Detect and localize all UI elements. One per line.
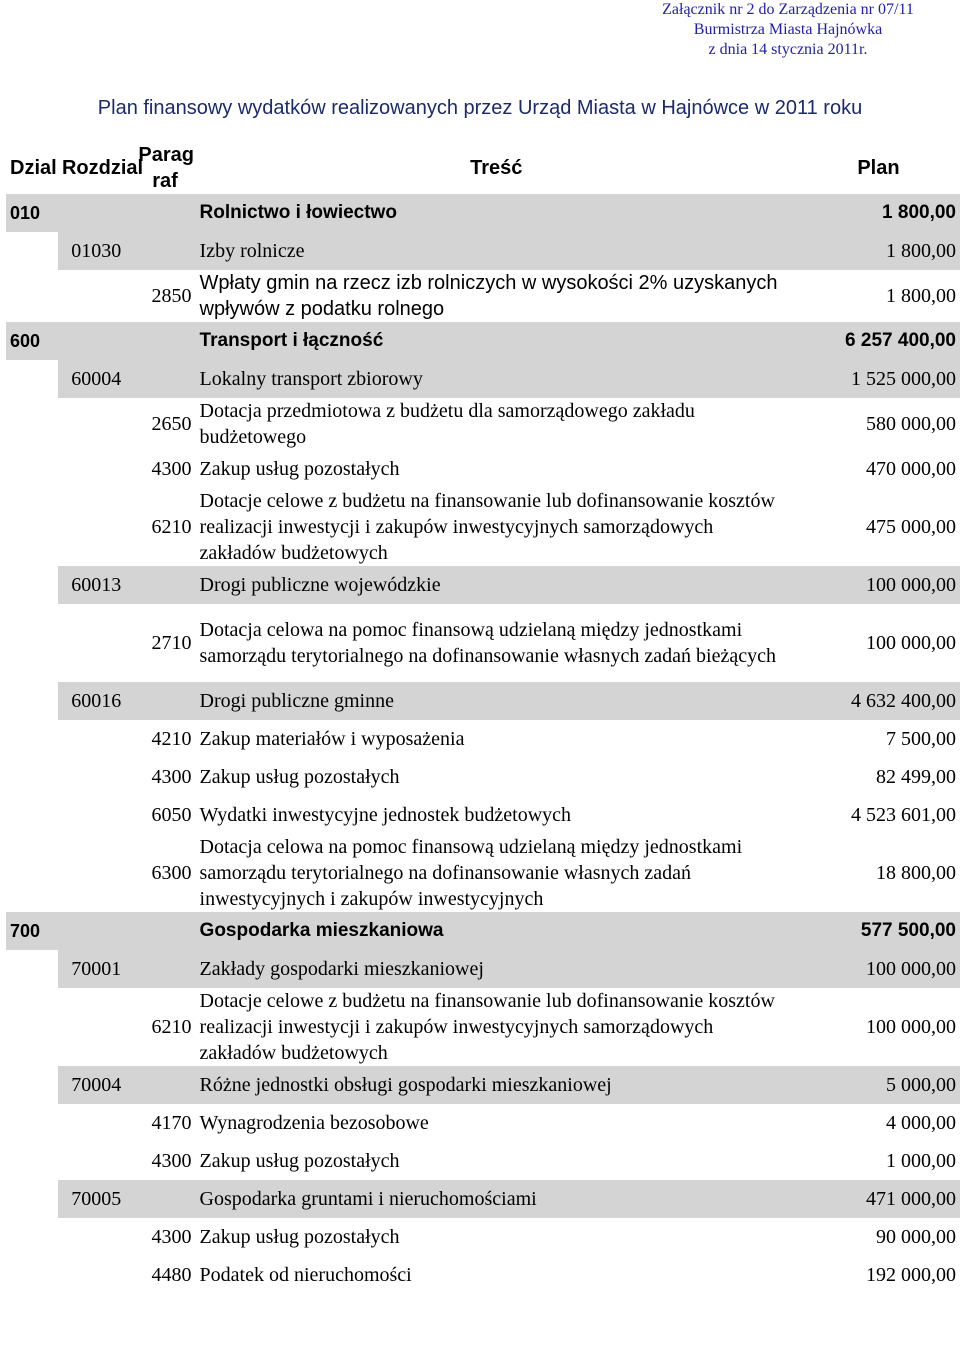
row-description: Różne jednostki obsługi gospodarki mieszkaniowej [196, 1066, 797, 1104]
row-description: Wpłaty gmin na rzecz izb rolniczych w wysokości 2% uzyskanych wpływów z podatku rolnego [199, 272, 778, 320]
rozdzial-code [58, 270, 134, 322]
dzial-code: 700 [6, 912, 58, 950]
row-plan-amount: 100 000,00 [797, 950, 960, 988]
rozdzial-code [58, 912, 134, 950]
dzial-code [6, 450, 58, 488]
row-description: Dotacja celowa na pomoc finansową udzielaną między jednostkami samorządu terytorialnego na dofinansowanie własnych zadań inwestycyjnych i zakupów inwestycyjnych [199, 836, 743, 910]
row-plan-amount: 90 000,00 [876, 1226, 956, 1248]
dzial-code [6, 1142, 58, 1180]
paragraf-code [134, 912, 195, 950]
paragraf-code: 6300 [151, 862, 192, 884]
row-description: Dotacje celowe z budżetu na finansowanie lub dofinansowanie kosztów realizacji inwestycji i zakupów inwestycyjnych samorządowych zakładów budżetowych [199, 490, 775, 564]
row-plan-amount: 4 000,00 [886, 1112, 956, 1134]
attachment-note-line-3: z dnia 14 stycznia 2011r. [708, 41, 868, 58]
budget-table [6, 142, 960, 1294]
column-header-dzial: Dzial [10, 157, 57, 179]
row-plan-amount: 7 500,00 [886, 728, 956, 750]
row-description: Drogi publiczne gminne [196, 682, 797, 720]
paragraf-row [6, 720, 960, 758]
rozdzial-code: 70004 [58, 1066, 134, 1104]
paragraf-code: 4300 [151, 1150, 192, 1172]
paragraf-row [6, 796, 960, 834]
rozdzial-code [58, 720, 134, 758]
row-plan-amount: 470 000,00 [866, 458, 956, 480]
dzial-code: 600 [6, 322, 58, 360]
table-body [6, 194, 960, 1294]
rozdzial-code [58, 450, 134, 488]
paragraf-code [134, 682, 195, 720]
paragraf-code: 6210 [151, 516, 192, 538]
rozdzial-code [58, 398, 134, 450]
dzial-code [6, 604, 58, 682]
row-description: Izby rolnicze [196, 232, 797, 270]
row-description: Dotacja przedmiotowa z budżetu dla samorządowego zakładu budżetowego [199, 400, 695, 448]
row-description: Zakłady gospodarki mieszkaniowej [196, 950, 797, 988]
paragraf-row [6, 988, 960, 1066]
rozdzial-code [58, 322, 134, 360]
paragraf-code [134, 566, 195, 604]
paragraf-row [6, 604, 960, 682]
paragraf-code [134, 950, 195, 988]
rozdzial-row [6, 360, 960, 398]
row-description: Zakup usług pozostałych [199, 458, 400, 480]
row-plan-amount: 1 800,00 [886, 285, 956, 307]
column-header-rozdzial: Rozdzial [61, 157, 144, 179]
dzial-row [6, 912, 960, 950]
rozdzial-code: 01030 [58, 232, 134, 270]
row-description: Dotacje celowe z budżetu na finansowanie lub dofinansowanie kosztów realizacji inwestycji i zakupów inwestycyjnych samorządowych zakładów budżetowych [199, 990, 775, 1064]
dzial-code [6, 950, 58, 988]
row-plan-amount: 4 523 601,00 [851, 804, 956, 826]
rozdzial-code [58, 758, 134, 796]
attachment-note [658, 0, 918, 60]
rozdzial-code [58, 1218, 134, 1256]
dzial-code [6, 398, 58, 450]
rozdzial-code [58, 1142, 134, 1180]
paragraf-code [134, 360, 195, 398]
rozdzial-code: 60016 [58, 682, 134, 720]
paragraf-code: 2710 [151, 632, 192, 654]
row-description: Drogi publiczne wojewódzkie [196, 566, 797, 604]
paragraf-row [6, 398, 960, 450]
column-header-plan: Plan [857, 157, 900, 179]
row-description: Lokalny transport zbiorowy [196, 360, 797, 398]
rozdzial-code: 60004 [58, 360, 134, 398]
rozdzial-code: 70005 [58, 1180, 134, 1218]
row-plan-amount: 1 800,00 [797, 232, 960, 270]
paragraf-row [6, 488, 960, 566]
paragraf-code: 4210 [151, 728, 192, 750]
row-description: Podatek od nieruchomości [199, 1264, 412, 1286]
attachment-note-line-2: Burmistrza Miasta Hajnówka [693, 21, 883, 38]
rozdzial-code [58, 1256, 134, 1294]
rozdzial-row [6, 232, 960, 270]
dzial-code [6, 682, 58, 720]
paragraf-code: 6050 [151, 804, 192, 826]
row-description: Zakup usług pozostałych [199, 766, 400, 788]
rozdzial-code [58, 488, 134, 566]
row-plan-amount: 82 499,00 [876, 766, 956, 788]
row-description: Dotacja celowa na pomoc finansową udzielaną między jednostkami samorządu terytorialnego na dofinansowanie własnych zadań bieżących [199, 619, 776, 667]
dzial-code [6, 988, 58, 1066]
column-header-paragraf: Parag raf [138, 144, 194, 192]
row-plan-amount: 100 000,00 [866, 1016, 956, 1038]
row-description: Zakup materiałów i wyposażenia [199, 728, 465, 750]
paragraf-code: 6210 [151, 1016, 192, 1038]
row-description: Gospodarka gruntami i nieruchomościami [196, 1180, 797, 1218]
paragraf-code: 4300 [151, 458, 192, 480]
rozdzial-code [58, 988, 134, 1066]
row-description: Zakup usług pozostałych [199, 1150, 400, 1172]
dzial-code [6, 1218, 58, 1256]
rozdzial-code [58, 194, 134, 232]
rozdzial-row [6, 1066, 960, 1104]
dzial-code [6, 566, 58, 604]
column-header-tresc: Treść [470, 157, 523, 179]
row-plan-amount: 1 525 000,00 [797, 360, 960, 398]
paragraf-row [6, 834, 960, 912]
attachment-note-line-1: Załącznik nr 2 do Zarządzenia nr 07/11 [662, 1, 914, 18]
dzial-code [6, 360, 58, 398]
row-plan-amount: 1 000,00 [886, 1150, 956, 1172]
row-plan-amount: 580 000,00 [866, 413, 956, 435]
rozdzial-row [6, 566, 960, 604]
row-description: Transport i łączność [196, 322, 797, 360]
paragraf-code [134, 232, 195, 270]
row-plan-amount: 6 257 400,00 [797, 322, 960, 360]
dzial-code [6, 796, 58, 834]
dzial-code [6, 1104, 58, 1142]
paragraf-row [6, 450, 960, 488]
rozdzial-code [58, 796, 134, 834]
rozdzial-code: 60013 [58, 566, 134, 604]
paragraf-code [134, 1180, 195, 1218]
paragraf-code: 2650 [151, 413, 192, 435]
paragraf-row [6, 1104, 960, 1142]
paragraf-row [6, 1142, 960, 1180]
table-header-row [6, 142, 960, 194]
dzial-code [6, 1066, 58, 1104]
row-description: Gospodarka mieszkaniowa [196, 912, 797, 950]
row-plan-amount: 100 000,00 [797, 566, 960, 604]
rozdzial-code [58, 1104, 134, 1142]
rozdzial-row [6, 682, 960, 720]
row-plan-amount: 475 000,00 [866, 516, 956, 538]
paragraf-code: 4300 [151, 1226, 192, 1248]
dzial-row [6, 322, 960, 360]
paragraf-code: 4480 [151, 1264, 192, 1286]
rozdzial-row [6, 1180, 960, 1218]
row-plan-amount: 1 800,00 [797, 194, 960, 232]
dzial-code [6, 488, 58, 566]
dzial-code: 010 [6, 194, 58, 232]
row-description: Zakup usług pozostałych [199, 1226, 400, 1248]
row-description: Rolnictwo i łowiectwo [196, 194, 797, 232]
paragraf-code [134, 194, 195, 232]
paragraf-code: 4170 [151, 1112, 192, 1134]
rozdzial-code: 70001 [58, 950, 134, 988]
rozdzial-code [58, 604, 134, 682]
paragraf-code [134, 1066, 195, 1104]
rozdzial-code [58, 834, 134, 912]
rozdzial-row [6, 950, 960, 988]
dzial-code [6, 270, 58, 322]
dzial-code [6, 758, 58, 796]
row-plan-amount: 5 000,00 [797, 1066, 960, 1104]
paragraf-row [6, 270, 960, 322]
row-description: Wydatki inwestycyjne jednostek budżetowych [199, 804, 572, 826]
row-plan-amount: 18 800,00 [876, 862, 956, 884]
dzial-code [6, 1256, 58, 1294]
paragraf-code: 4300 [151, 766, 192, 788]
paragraf-row [6, 1218, 960, 1256]
row-plan-amount: 192 000,00 [866, 1264, 956, 1286]
paragraf-row [6, 1256, 960, 1294]
row-plan-amount: 4 632 400,00 [797, 682, 960, 720]
paragraf-row [6, 758, 960, 796]
dzial-code [6, 1180, 58, 1218]
row-description: Wynagrodzenia bezosobowe [199, 1112, 429, 1134]
dzial-code [6, 720, 58, 758]
paragraf-code: 2850 [151, 285, 192, 307]
document-title: Plan finansowy wydatków realizowanych przez Urząd Miasta w Hajnówce w 2011 roku [97, 97, 863, 119]
dzial-code [6, 232, 58, 270]
paragraf-code [134, 322, 195, 360]
dzial-row [6, 194, 960, 232]
row-plan-amount: 100 000,00 [866, 632, 956, 654]
row-plan-amount: 577 500,00 [797, 912, 960, 950]
row-plan-amount: 471 000,00 [797, 1180, 960, 1218]
dzial-code [6, 834, 58, 912]
